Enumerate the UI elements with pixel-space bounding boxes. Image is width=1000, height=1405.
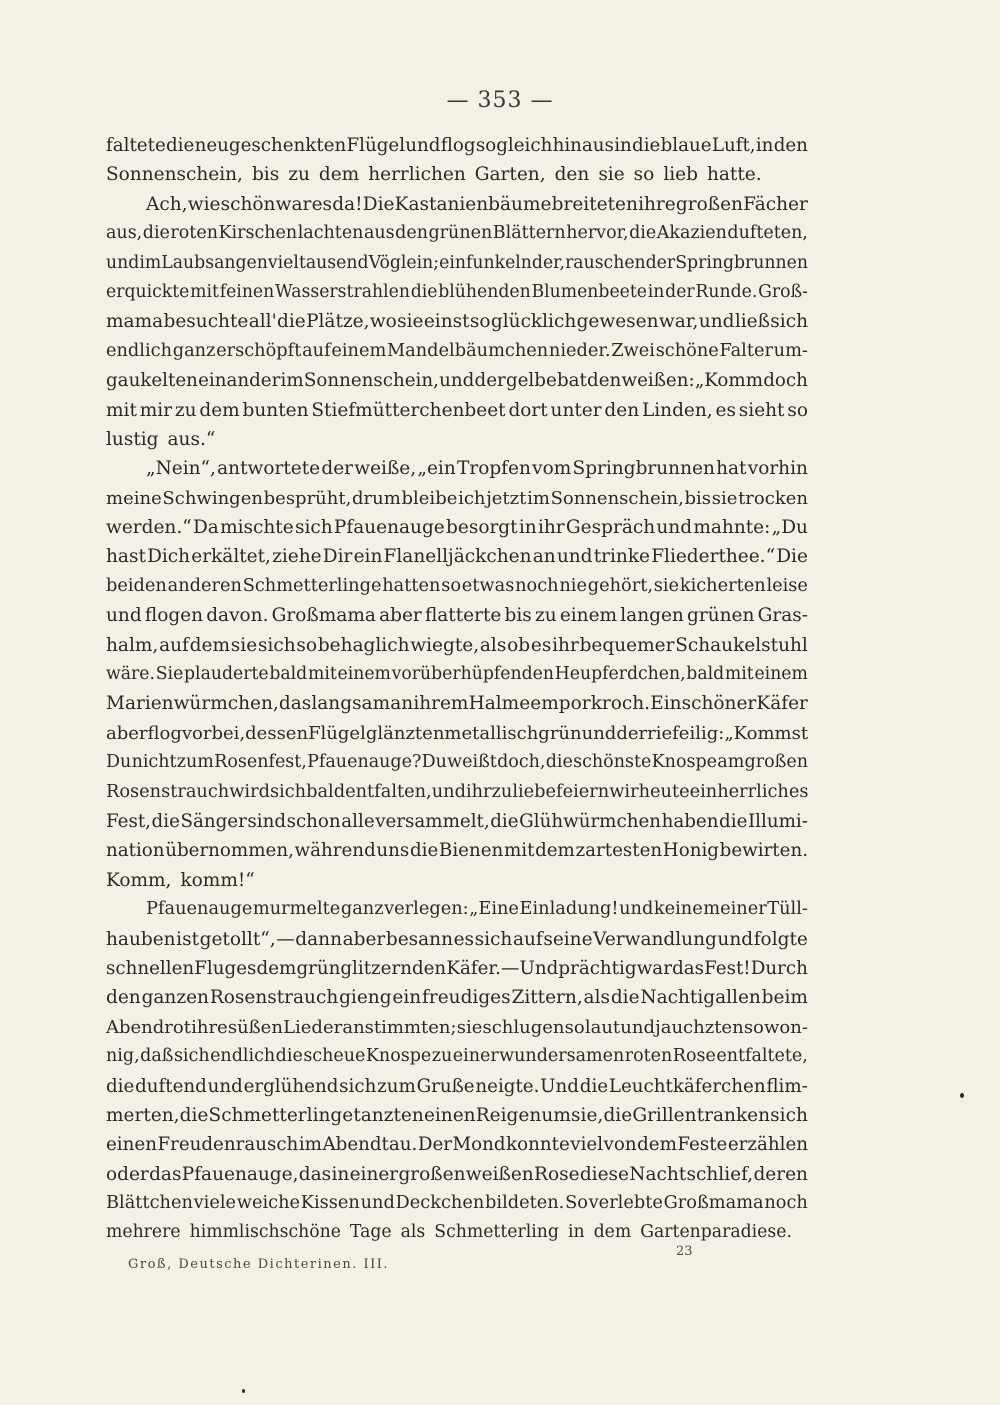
page-number: — 353 —	[446, 88, 554, 113]
text-line: Blättchen viele weiche Kissen und Deckchen bildeten. So verlebte Großmama noch	[106, 1193, 808, 1214]
text-line: mama besuchte all' die Plätze, wo sie einst so glücklich gewesen war, und ließ sich	[106, 311, 808, 333]
text-line: hauben ist getollt“, — dann aber besann es sich auf seine Verwandlung und folgte	[106, 928, 808, 950]
text-line: schnellen Fluges dem grünglitzernden Käfer. — Und prächtig war das Fest! Durch	[106, 957, 808, 979]
text-line: Rosenstrauch wird sich bald entfalten, und ihr zuliebe feiern wir heute ein herrliches	[106, 781, 808, 802]
text-line: Komm, komm!“	[106, 869, 255, 891]
text-line: die duftend und erglühend sich zum Gruße neigte. Und die Leuchtkäferchen flim-	[106, 1075, 808, 1097]
text-line: aber flog vorbei, dessen Flügel glänzten metallisch grün und der rief eilig: „Kommst	[106, 722, 808, 744]
text-line: Abendrot ihre süßen Lieder anstimmten; sie schlugen so laut und jauchzten so won-	[106, 1016, 808, 1038]
text-line: Ach, wie schön war es da! Die Kastanienbäume breiteten ihre großen Fächer	[146, 193, 808, 215]
text-line: erquickte mit feinen Wasserstrahlen die blühenden Blumenbeete in der Runde. Groß-	[106, 281, 808, 302]
text-line: Pfauenauge murmelte ganz verlegen: „Eine Einladung! und keine meiner Tüll-	[146, 899, 808, 920]
text-line: „Nein“, antwortete der weiße, „ein Tropfen vom Springbrunnen hat vorhin	[146, 458, 808, 480]
text-line: werden.“ Da mischte sich Pfauenauge besorgt in ihr Gespräch und mahnte: „Du	[106, 517, 808, 539]
text-line: lustig aus.“	[106, 428, 216, 450]
text-line: merten, die Schmetterlinge tanzten einen Reigen um sie, die Grillen tranken sich	[106, 1104, 808, 1126]
text-line: halm, auf dem sie sich so behaglich wiegte, als ob es ihr bequemer Schaukelstuhl	[106, 634, 808, 656]
text-line: wäre. Sie plauderte bald mit einem vorüberhüpfenden Heupferdchen, bald mit einem	[106, 664, 808, 685]
text-line: oder das Pfauenauge, das in einer großen weißen Rose diese Nacht schlief, deren	[106, 1163, 808, 1185]
ink-speck	[242, 1389, 245, 1393]
text-line: meine Schwingen besprüht, drum bleibe ich jetzt im Sonnenschein, bis sie trocken	[106, 487, 808, 509]
text-line: aus, die roten Kirschen lachten aus den grünen Blättern hervor, die Akazien dufteten,	[106, 223, 808, 244]
text-line: einen Freudenrausch im Abendtau. Der Mond konnte viel von dem Feste erzählen	[106, 1134, 808, 1156]
text-line: und flogen davon. Großmama aber flatterte bis zu einem langen grünen Gras-	[106, 605, 808, 627]
text-line: faltete die neugeschenkten Flügel und flog sogleich hinaus in die blaue Luft, in den	[106, 135, 808, 156]
ink-speck	[960, 1093, 964, 1098]
text-line: Marienwürmchen, das langsam an ihrem Halme empor kroch. Ein schöner Käfer	[106, 693, 808, 715]
text-line: mehrere himmlischschöne Tage als Schmetterling in dem Gartenparadiese.	[106, 1222, 792, 1243]
text-line: mit mir zu dem bunten Stiefmütterchenbeet dort unter den Linden, es sieht so	[106, 399, 808, 421]
sheet-signature-number: 23	[676, 1244, 693, 1259]
text-line: hast Dich erkältet, ziehe Dir ein Flanelljäckchen an und trinke Fliederthee.“ Die	[106, 546, 808, 568]
text-line: nation übernommen, während uns die Bienen mit dem zartesten Honig bewirten.	[106, 840, 808, 862]
text-line: Du nicht zum Rosenfest, Pfauenauge? Du weißt doch, die schönste Knospe am großen	[106, 752, 808, 773]
text-line: Sonnenschein, bis zu dem herrlichen Garten, den sie so lieb hatte.	[106, 164, 762, 186]
text-line: endlich ganz erschöpft auf einem Mandelbäumchen nieder. Zwei schöne Falter um-	[106, 340, 808, 361]
text-line: den ganzen Rosenstrauch gieng ein freudiges Zittern, als die Nachtigallen beim	[106, 987, 808, 1009]
signature-line: Groß, Deutsche Dichterinen. III.	[128, 1257, 390, 1272]
text-line: und im Laub sangen viel tausend Vöglein; ein funkelnder, rauschender Springbrunnen	[106, 252, 808, 273]
text-line: beiden anderen Schmetterlinge hatten so etwas noch nie gehört, sie kicherten leise	[106, 575, 808, 596]
text-line: Fest, die Sänger sind schon alle versammelt, die Glühwürmchen haben die Illumi-	[106, 810, 808, 832]
text-line: gaukelten einander im Sonnenschein, und der gelbe bat den weißen: „Komm doch	[106, 370, 808, 392]
body-text	[106, 131, 808, 1248]
text-line: nig, daß sich endlich die scheue Knospe zu einer wundersamen roten Rose entfaltete,	[106, 1046, 808, 1067]
